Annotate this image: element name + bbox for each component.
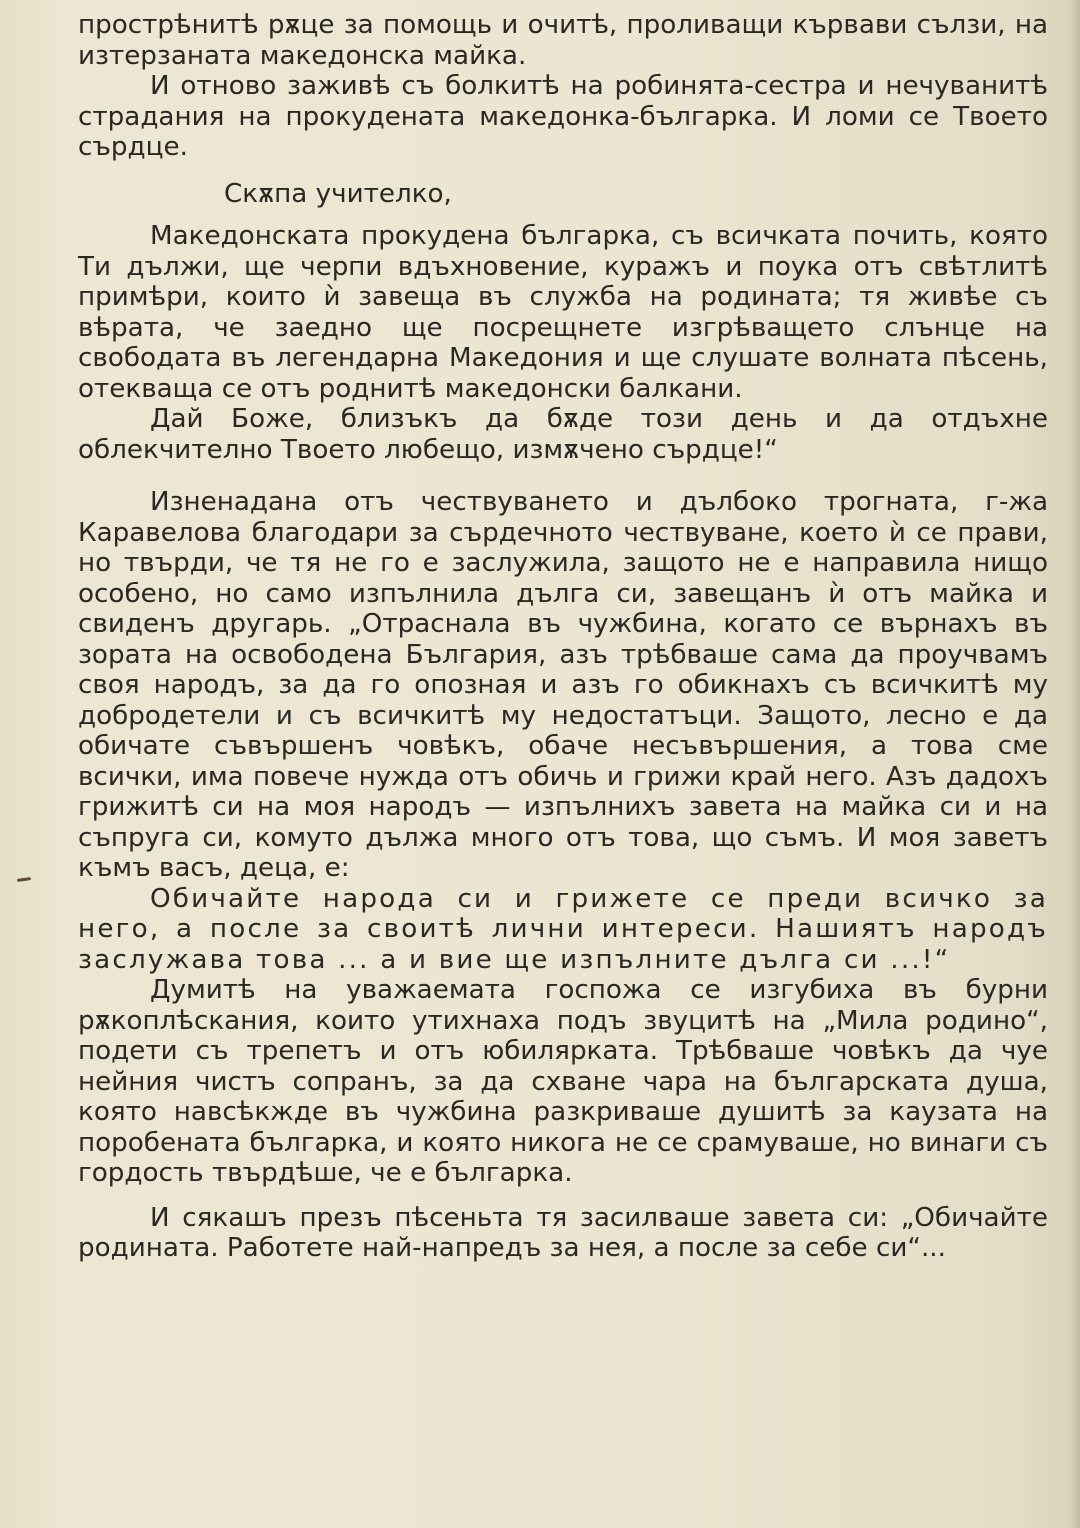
- paragraph-7: Думитѣ на уважаемата госпожа се изгубиха въ бурни рѫкоплѣскания, които утихнаха подъ звуцитѣ на „Мила родино“, подети съ трепетъ и отъ юбилярката. Трѣбваше човѣкъ да чуе нейния чистъ сопранъ, за да схване чара на българската душа, която навсѣкжде въ чужбина разкриваше душитѣ за каузата на поробената българка, и която никога не се срамуваше, но винаги съ гордость твърдѣше, че е българка.: [78, 975, 1048, 1188]
- paragraph-1: прострѣнитѣ рѫце за помощь и очитѣ, проливащи кървави сълзи, на изтерзаната македонска майка.: [78, 10, 1048, 71]
- paragraph-5: Изненадана отъ чествуването и дълбоко трогната, г-жа Каравелова благодари за сърдечното чествуване, което ѝ се прави, но твърди, че тя не го е заслужила, защото не е направила нищо особено, но само изпълнила дълга си, завещанъ ѝ отъ майка и свиденъ другарь. „Отраснала въ чужбина, когато се върнахъ въ зората на освободена България, азъ трѣбваше сама да проучвамъ своя народъ, за да го опозная и азъ го обикнахъ съ всичкитѣ му добродетели и съ всичкитѣ му недостатъци. Защото, лесно е да обичате съвършенъ човѣкъ, обаче несъвършения, а това сме всички, има повече нужда отъ обичь и грижи край него. Азъ дадохъ грижитѣ си на моя народъ — изпълнихъ завета на майка си и на съпруга си, комуто дължа много отъ това, що съмъ. И моя заветъ къмъ васъ, деца, е:: [78, 487, 1048, 883]
- paragraph-2: И отново заживѣ съ болкитѣ на робинята-сестра и нечуванитѣ страдания на прокудената македонка-българка. И ломи се Твоето сърдце.: [78, 71, 1048, 162]
- paragraph-3: Македонската прокудена българка, съ всичката почить, която Ти дължи, ще черпи вдъхновение, куражъ и поука отъ свѣтлитѣ примѣри, които ѝ завеща въ служба на родината; тя живѣе съ вѣрата, че заедно ще посрещнете изгрѣващето слънце на свободата въ легендарна Македония и ще слушате волната пѣсень, отекваща се отъ роднитѣ македонски балкани.: [78, 221, 1048, 404]
- paragraph-4: Дай Боже, близъкъ да бѫде този день и да отдъхне облекчително Твоето любещо, измѫчено сърдце!“: [78, 404, 1048, 465]
- page-edge-shadow: [1070, 0, 1080, 1528]
- paragraph-6: Обичайте народа си и грижете се преди всичко за него, а после за своитѣ лични интереси. Нашиятъ народъ заслужава това ... а и вие ще изпълните дълга си ...!“: [78, 883, 1048, 975]
- margin-ink-mark: [17, 877, 31, 882]
- paragraph-8: И сякашъ презъ пѣсеньта тя засилваше завета си: „Обичайте родината. Работете най-напредъ за нея, а после за себе си“...: [78, 1202, 1048, 1263]
- page-text: [78, 10, 1048, 1264]
- salutation: Скѫпа учителко,: [224, 178, 452, 209]
